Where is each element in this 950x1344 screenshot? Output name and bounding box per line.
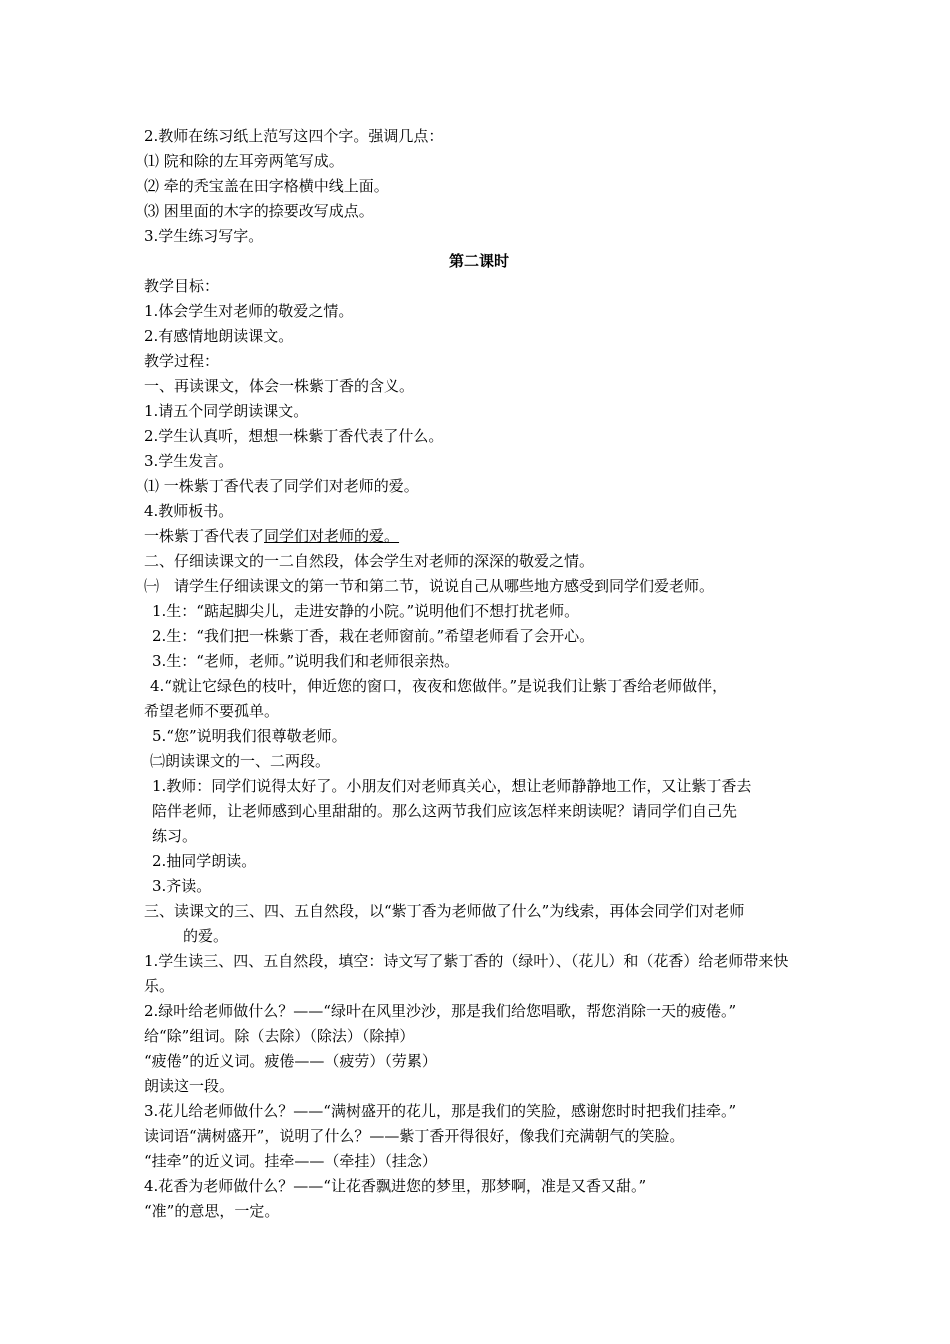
text-line: 二、仔细读课文的一二自然段，体会学生对老师的深深的敬爱之情。 xyxy=(144,552,595,570)
text-line: 教学目标： xyxy=(144,277,220,295)
text-line: 1.生：“踮起脚尖儿，走进安静的小院。”说明他们不想打扰老师。 xyxy=(152,602,580,620)
text-line: ㈠ 请学生仔细读课文的第一节和第二节，说说自己从哪些地方感受到同学们爱老师。 xyxy=(144,577,715,595)
text-line: 1.请五个同学朗读课文。 xyxy=(144,402,309,420)
underlined-text: 同学们对老师的爱。 xyxy=(264,527,400,545)
text-line: 练习。 xyxy=(152,827,198,845)
text-segment: 一株紫丁香代表了 xyxy=(144,527,265,545)
text-line: 乐。 xyxy=(144,977,175,995)
text-line: 3.花儿给老师做什么？——“满树盛开的花儿，那是我们的笑脸，感谢您时时把我们挂牵。” xyxy=(144,1102,737,1120)
text-line: 3.学生发言。 xyxy=(144,452,234,470)
text-line: “挂牵”的近义词。挂牵——（牵挂）（挂念） xyxy=(144,1152,437,1170)
text-line: 2.绿叶给老师做什么？——“绿叶在风里沙沙，那是我们给您唱歌，帮您消除一天的疲倦。” xyxy=(144,1002,737,1020)
text-line: 读词语“满树盛开”，说明了什么？——紫丁香开得很好，像我们充满朝气的笑脸。 xyxy=(144,1127,685,1145)
text-line: 2.生：“我们把一株紫丁香，栽在老师窗前。”希望老师看了会开心。 xyxy=(152,627,595,645)
text-line: 2.有感情地朗读课文。 xyxy=(144,327,294,345)
text-line: 1.教师：同学们说得太好了。小朋友们对老师真关心，想让老师静静地工作，又让紫丁香去 xyxy=(152,777,752,795)
text-line: “疲倦”的近义词。疲倦——（疲劳）（劳累） xyxy=(144,1052,437,1070)
text-line: 5.“您”说明我们很尊敬老师。 xyxy=(152,727,347,745)
text-line: 2.教师在练习纸上范写这四个字。强调几点： xyxy=(144,127,444,145)
text-line: ⑵ 牵的秃宝盖在田字格横中线上面。 xyxy=(144,177,389,195)
text-line: 的爱。 xyxy=(183,927,229,945)
text-line: ⑶ 困里面的木字的捺要改写成点。 xyxy=(144,202,374,220)
text-line: 3.学生练习写字。 xyxy=(144,227,264,245)
text-line: “准”的意思，一定。 xyxy=(144,1202,280,1220)
text-line: 1.体会学生对老师的敬爱之情。 xyxy=(144,302,354,320)
text-line: ⑴ 一株紫丁香代表了同学们对老师的爱。 xyxy=(144,477,419,495)
text-line: 三、读课文的三、四、五自然段，以“紫丁香为老师做了什么”为线索，再体会同学们对老师 xyxy=(144,902,745,920)
text-line: 2.学生认真听，想想一株紫丁香代表了什么。 xyxy=(144,427,444,445)
text-line: ㈡朗读课文的一、二两段。 xyxy=(150,752,331,770)
text-line: 希望老师不要孤单。 xyxy=(144,702,280,720)
text-line: ⑴ 院和除的左耳旁两笔写成。 xyxy=(144,152,344,170)
text-line: 4.教师板书。 xyxy=(144,502,234,520)
text-line: 3.齐读。 xyxy=(152,877,212,895)
section-heading: 第二课时 xyxy=(448,252,509,270)
text-line: 4.“就让它绿色的枝叶，伸近您的窗口，夜夜和您做伴。”是说我们让紫丁香给老师做伴， xyxy=(150,677,728,695)
text-line: 3.生：“老师，老师。”说明我们和老师很亲热。 xyxy=(152,652,460,670)
text-line: 给“除”组词。除（去除）（除法）（除掉） xyxy=(144,1027,415,1045)
text-line: 一、再读课文，体会一株紫丁香的含义。 xyxy=(144,377,415,395)
text-line: 2.抽同学朗读。 xyxy=(152,852,257,870)
text-line: 4.花香为老师做什么？——“让花香飘进您的梦里，那梦啊，准是又香又甜。” xyxy=(144,1177,647,1195)
board-writing-line xyxy=(144,526,812,546)
text-line: 陪伴老师，让老师感到心里甜甜的。那么这两节我们应该怎样来朗读呢？请同学们自己先 xyxy=(152,802,738,820)
text-line: 朗读这一段。 xyxy=(144,1077,235,1095)
text-line: 教学过程： xyxy=(144,352,220,370)
text-line: 1.学生读三、四、五自然段，填空：诗文写了紫丁香的（绿叶）、（花儿）和（花香）给老师带来快 xyxy=(144,952,789,970)
